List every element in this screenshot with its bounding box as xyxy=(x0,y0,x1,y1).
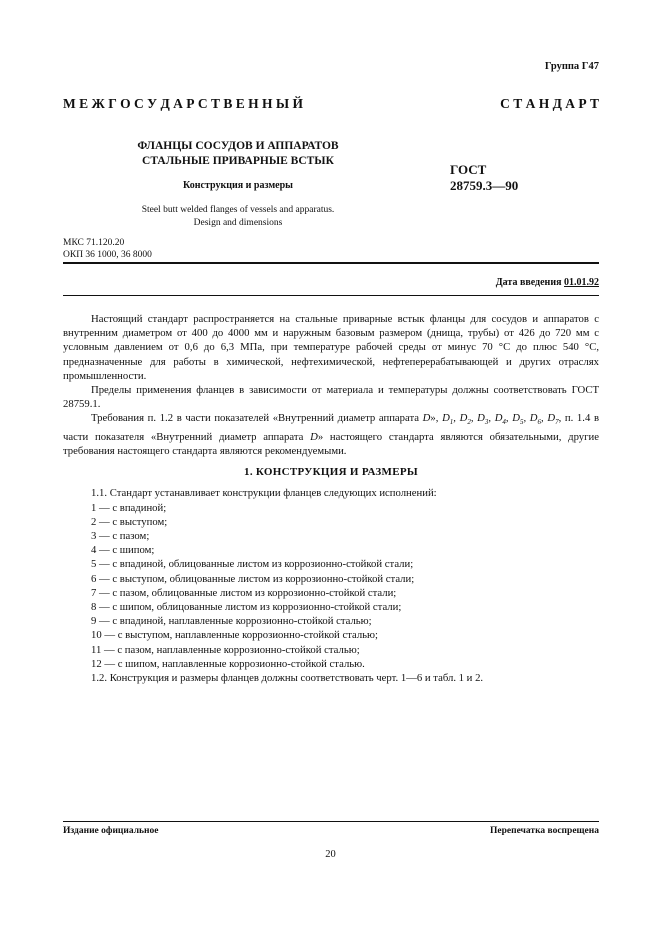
list-item: 12 — с шипом, наплавленные коррозионно-стойкой сталью. xyxy=(91,657,365,670)
official-edition-note: Издание официальное xyxy=(63,826,159,836)
list-item: 7 — с пазом, облицованные листом из коррозионно-стойкой стали; xyxy=(91,586,397,599)
mks-code: МКС 71.120.20 xyxy=(63,238,125,248)
footer-divider xyxy=(63,821,599,822)
header-divider xyxy=(63,262,599,264)
list-item: 6 — с выступом, облицованные листом из коррозионно-стойкой стали; xyxy=(91,572,415,585)
page-number: 20 xyxy=(325,849,336,860)
list-item: 11 — с пазом, наплавленные коррозионно-стойкой сталью; xyxy=(91,643,360,656)
reprint-prohibited-note: Перепечатка воспрещена xyxy=(489,826,599,836)
list-item: 5 — с впадиной, облицованные листом из коррозионно-стойкой стали; xyxy=(91,558,414,571)
gost-number: 28759.3—90 xyxy=(450,178,519,193)
date-divider xyxy=(63,295,599,296)
list-item: 2 — с выступом; xyxy=(91,515,168,528)
standard-banner xyxy=(63,96,599,112)
intro-paragraph-2: Пределы применения фланцев в зависимости от материала и температуры должны соответствовать ГОСТ 28759.1. xyxy=(63,384,599,411)
list-item: 8 — с шипом, облицованные листом из коррозионно-стойкой стали; xyxy=(91,601,402,613)
title-line-2: СТАЛЬНЫЕ ПРИВАРНЫЕ ВСТЫК xyxy=(142,155,334,167)
english-title-line-1: Steel butt welded flanges of vessels and apparatus. xyxy=(141,205,335,215)
banner-interstate: М Е Ж Г О С У Д А Р С Т В Е Н Н Ы Й xyxy=(63,96,304,111)
clause-1-2: 1.2. Конструкция и размеры фланцев должны соответствовать черт. 1—6 и табл. 1 и 2. xyxy=(91,672,484,685)
english-title-line-2: Design and dimensions xyxy=(193,217,283,228)
document-body xyxy=(63,312,599,685)
intro-paragraph-3: Требования п. 1.2 в части показателей «Внутренний диаметр аппарата D», $D_1$, $D_2$, $D_3$, $D_4$, $D_5$, $D_6$, $D_7$, п. 1.4 в части показателя «Внутренний диаметр аппарата D» настоящего стандарта являются обязательными, другие требования настоящего стандарта являются рекомендуемыми. xyxy=(63,412,599,457)
introduction-date xyxy=(496,277,599,288)
list-item: 1 — с впадиной; xyxy=(91,501,167,514)
list-item: 9 — с впадиной, наплавленные коррозионно-стойкой сталью; xyxy=(91,615,372,628)
gost-designation xyxy=(450,162,518,194)
classification-codes xyxy=(63,238,152,261)
date-value: 01.01.92 xyxy=(564,277,599,288)
execution-list xyxy=(63,501,599,671)
intro-paragraph-1: Настоящий стандарт распространяется на стальные приварные встык фланцы для сосудов и аппаратов с внутренним диаметром от 400 до 4000 мм и наружным базовым размером (днища, трубы) от 426 до 720 мм с условным давлением от 0,6 до 6,3 МПа, при температуре рабочей среды от минус 70 °С до плюс 540 °С, предназначенные для работы в химической, нефтехимической, нефтеперерабатывающей и других отраслях промышленности. xyxy=(63,313,599,382)
banner-standard: С Т А Н Д А Р Т xyxy=(500,96,599,111)
group-code: Группа Г47 xyxy=(544,61,599,72)
document-title-block xyxy=(118,139,358,229)
document-subtitle: Конструкция и размеры xyxy=(183,180,293,191)
okp-code: ОКП 36 1000, 36 8000 xyxy=(63,249,152,260)
list-item: 3 — с пазом; xyxy=(91,529,150,542)
date-label: Дата введения xyxy=(495,277,564,288)
list-item: 4 — с шипом; xyxy=(91,544,155,557)
diameter-list: $D_1$, $D_2$, $D_3$, $D_4$, $D_5$, $D_6$, $D_7$ xyxy=(442,412,559,427)
title-line-1: ФЛАНЦЫ СОСУДОВ И АППАРАТОВ xyxy=(137,140,339,152)
english-title xyxy=(118,204,358,229)
gost-label: ГОСТ xyxy=(450,162,487,177)
clause-1-1: 1.1. Стандарт устанавливает конструкции фланцев следующих исполнений: xyxy=(91,487,437,500)
section-1-heading: 1. КОНСТРУКЦИЯ И РАЗМЕРЫ xyxy=(244,466,418,479)
list-item: 10 — с выступом, наплавленные коррозионно-стойкой сталью; xyxy=(91,629,378,642)
